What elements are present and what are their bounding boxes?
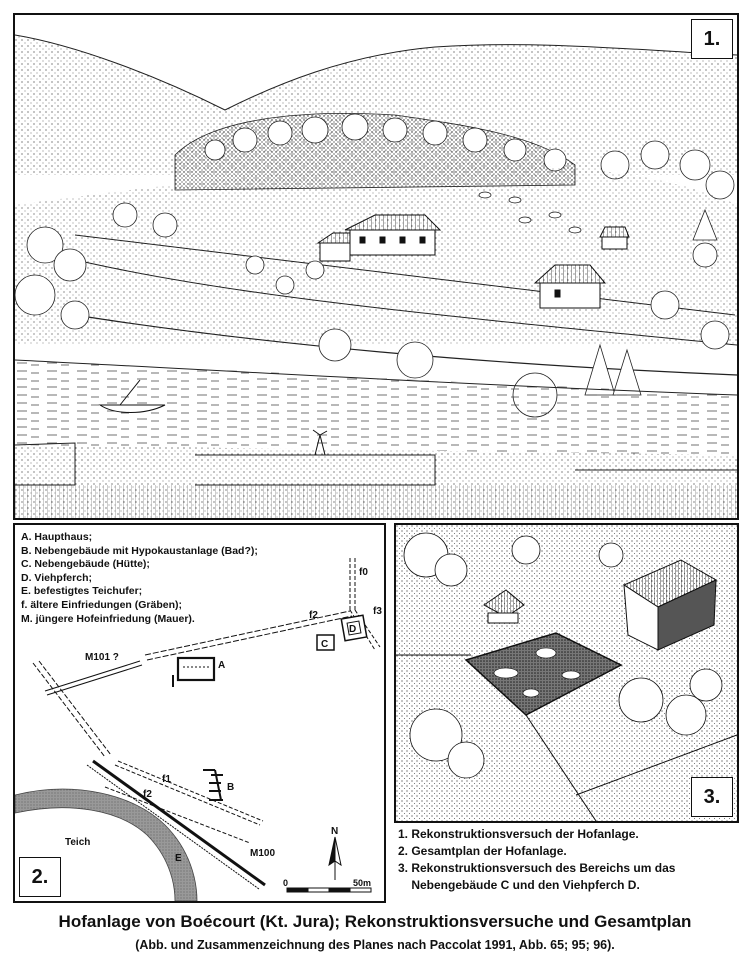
legend-item-C: C. Nebengebäude (Hütte); <box>21 558 150 571</box>
caption-3a: 3. Rekonstruktionsversuch des Bereichs um das <box>398 861 676 875</box>
caption-2: 2. Gesamtplan der Hofanlage. <box>398 844 567 858</box>
building-A <box>178 658 214 680</box>
label-f1: f1 <box>162 774 171 785</box>
scale-label-start: 0 <box>283 878 289 888</box>
building-B <box>203 770 223 800</box>
legend-item-E: E. befestigtes Teichufer; <box>21 585 143 598</box>
label-B: B <box>227 782 235 793</box>
panel-3-number: 3. <box>691 777 733 817</box>
label-m101: M101 ? <box>85 652 119 663</box>
panel-2-number: 2. <box>19 857 61 897</box>
panel-1-landscape <box>13 13 739 520</box>
label-E: E <box>175 853 182 864</box>
legend-item-D: D. Viehpferch; <box>21 571 92 584</box>
north-arrow <box>329 837 341 880</box>
panel-3-detail <box>394 523 739 823</box>
label-D: D <box>349 624 357 635</box>
landscape-drawing <box>15 15 737 518</box>
label-f0: f0 <box>359 567 368 578</box>
legend-item-A: A. Haupthaus; <box>21 531 93 543</box>
scale-label-end: 50m <box>353 878 372 888</box>
label-teich: Teich <box>65 837 91 848</box>
panel-2-site-plan <box>13 523 386 903</box>
site-plan-drawing <box>15 525 384 901</box>
caption-3b: Nebengebäude C und den Viehpferch D. <box>398 878 640 892</box>
figure-subtitle: (Abb. und Zusammenzeichnung des Planes nach Paccolat 1991, Abb. 65; 95; 96). <box>135 938 615 952</box>
panel-1-number: 1. <box>691 19 733 59</box>
legend-item-B: B. Nebengebäude mit Hypokaustanlage (Bad?); <box>21 544 258 557</box>
label-A: A <box>218 660 226 671</box>
figure-title: Hofanlage von Boécourt (Kt. Jura); Rekonstruktionsversuche und Gesamtplan <box>58 912 692 931</box>
scale-bar <box>287 888 371 892</box>
label-north: N <box>331 826 339 837</box>
label-f2-bottom: f2 <box>143 789 152 800</box>
panel-captions <box>398 826 675 894</box>
caption-1: 1. Rekonstruktionsversuch der Hofanlage. <box>398 827 639 841</box>
detail-drawing <box>396 525 737 821</box>
legend-item-f: f. ältere Einfriedungen (Gräben); <box>21 598 183 611</box>
legend-item-M: M. jüngere Hofeinfriedung (Mauer). <box>21 612 195 625</box>
label-f3: f3 <box>373 606 382 617</box>
label-f2-top: f2 <box>309 610 318 621</box>
label-C: C <box>321 639 329 650</box>
label-m100: M100 <box>250 848 276 859</box>
